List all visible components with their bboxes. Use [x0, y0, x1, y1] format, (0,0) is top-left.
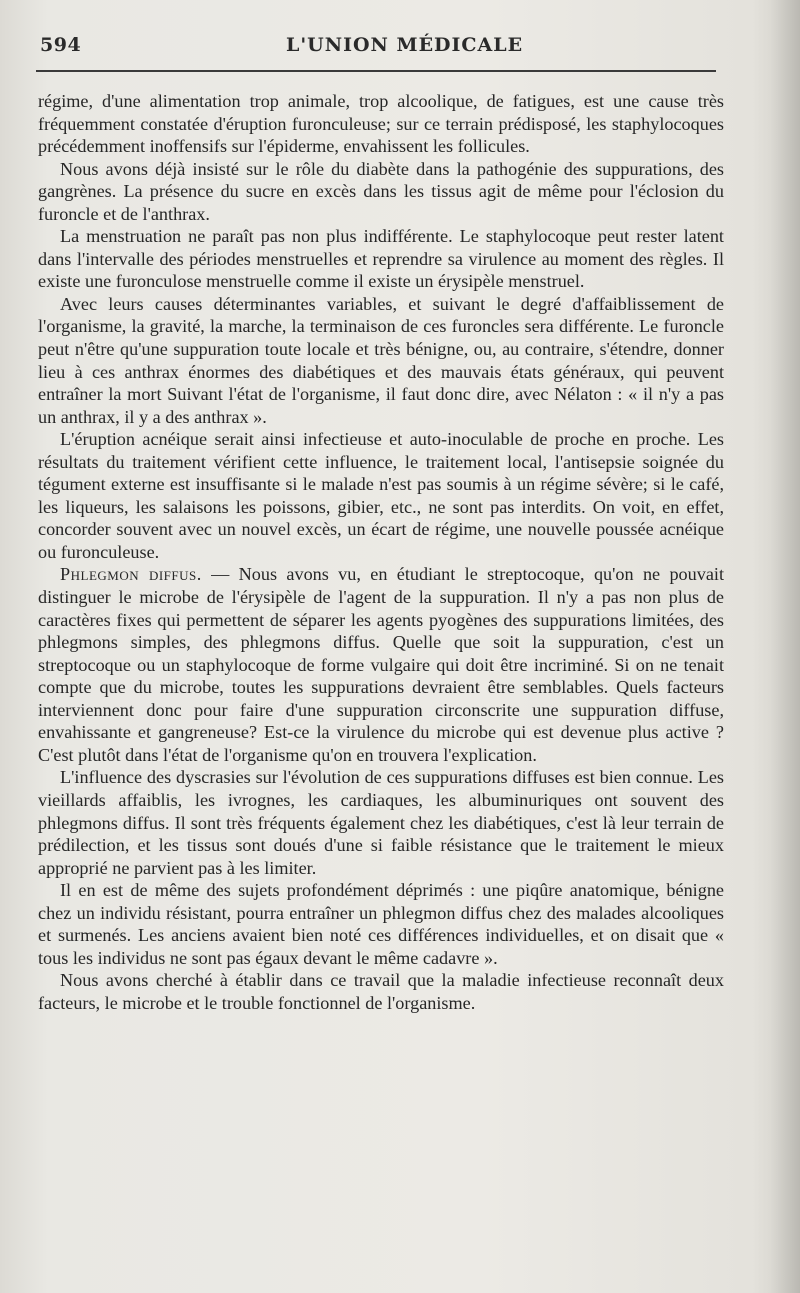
paragraph: Il en est de même des sujets profondément déprimés : une piqûre anatomique, bénigne chez un individu résistant, pourra entraîner un phlegmon diffus chez des malades alcooliques et surmenés. Les anciens avaient bien noté ces différences individuelles, et on disait que « tous les individus ne sont pas égaux devant le même cadavre ». — [38, 880, 724, 968]
paragraph: L'éruption acnéique serait ainsi infectieuse et auto-inoculable de proche en proche. Les résultats du traitement vérifient cette influence, le traitement local, l'antisepsie soignée du tégument externe est insuffisante si le malade n'est pas soumis à un régime sévère; si le café, les liqueurs, les salaisons les poissons, gibier, etc., ne sont pas interdits. On voit, en effet, concorder souvent avec un nouvel excès, un écart de régime, une nouvelle poussée acnéique ou furonculeuse. — [38, 429, 724, 562]
paragraph: Nous avons déjà insisté sur le rôle du diabète dans la pathogénie des suppurations, des gangrènes. La présence du sucre en excès dans les tissus agit de même pour l'éclosion du furoncle et de l'anthrax. — [38, 158, 724, 224]
paragraph-phlegmon — [38, 563, 724, 766]
paragraph: Avec leurs causes déterminantes variables, et suivant le degré d'affaiblissement de l'organisme, la gravité, la marche, la terminaison de ces furoncles sera différente. Le furoncle peut n'être qu'une suppuration toute locale et très bénigne, ou, au contraire, s'étendre, donner lieu à ces anthrax énormes des diabétiques et des mauvais états généraux, qui peuvent entraîner la mort Suivant l'état de l'organisme, il faut donc dire, avec Nélaton : « il n'y a pas un anthrax, il y a des anthrax ». — [38, 293, 724, 427]
page-header — [36, 32, 716, 60]
page-edge-shadow — [770, 0, 800, 1293]
paragraph: La menstruation ne paraît pas non plus indifférente. Le staphylocoque peut rester latent dans l'intervalle des périodes menstruelles et reprendre sa virulence au moment des règles. Il existe une furonculose menstruelle comme il existe un érysipèle menstruel. — [38, 226, 724, 292]
section-lead: Phlegmon diffus. — [60, 564, 202, 585]
paragraph: L'influence des dyscrasies sur l'évolution de ces suppurations diffuses est bien connue. Les vieillards affaiblis, les ivrognes, les cardiaques, les albuminuriques ont souvent des phlegmons diffus. Il sont très fréquents également chez les diabétiques, c'est là leur terrain de prédilection, et les tissus sont doués d'une si faible résistance que le traitement le mieux approprié ne parvient pas à les limiter. — [38, 767, 724, 878]
page-number: 594 — [40, 34, 82, 56]
header-rule — [36, 70, 716, 72]
paragraph: Nous avons cherché à établir dans ce travail que la maladie infectieuse reconnaît deux facteurs, le microbe et le trouble fonctionnel de l'organisme. — [38, 970, 724, 1013]
article-body — [38, 90, 724, 1014]
paragraph: régime, d'une alimentation trop animale, trop alcoolique, de fatigues, est une cause très fréquemment constatée d'éruption furonculeuse; sur ce terrain prédisposé, les staphylocoques précédemment inoffensifs sur l'épiderme, envahissent les follicules. — [38, 91, 724, 157]
paragraph-text: — Nous avons vu, en étudiant le streptocoque, qu'on ne pouvait distinguer le microbe de l'érysipèle de l'agent de la suppuration. Il n'y a pas non plus de caractères fixes qui permettent de séparer les agents pyogènes des suppurations limitées, des phlegmons simples, des phlegmons diffus. Quelle que soit la suppuration, c'est un streptocoque ou un staphylocoque de forme vulgaire qui doit être incriminé. Si on ne tenait compte que du microbe, toutes les suppurations devraient être semblables. Quels facteurs interviennent donc pour faire d'une suppuration circonscrite une suppuration diffuse, envahissante et gangreneuse? Est-ce la virulence du microbe qui est devenue plus active ? C'est plutôt dans l'état de l'organisme qu'on en trouvera l'explication. — [38, 564, 724, 765]
running-title: L'UNION MÉDICALE — [286, 34, 524, 56]
